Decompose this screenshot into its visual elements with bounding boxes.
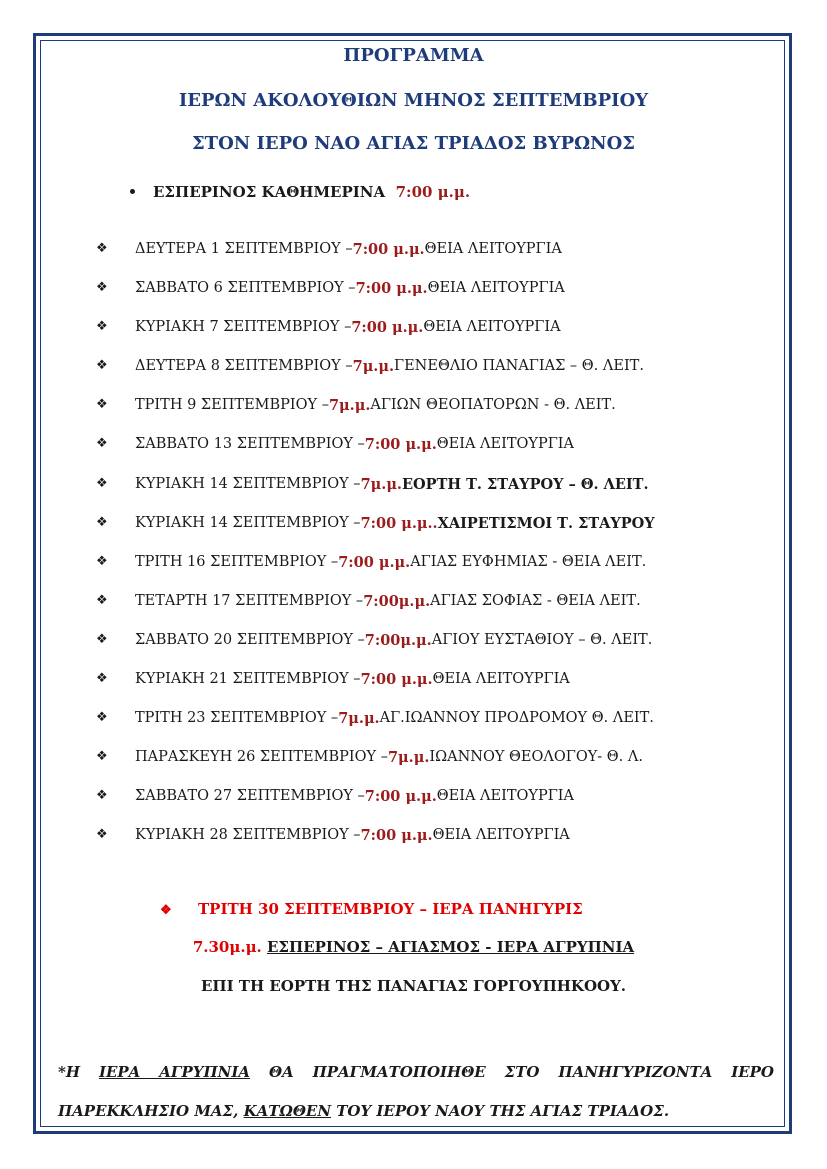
service-name: ΑΓ.ΙΩΑΝΝΟΥ ΠΡΟΔΡΟΜΟΥ Θ. ΛΕΙΤ. bbox=[379, 710, 654, 727]
list-item bbox=[96, 476, 786, 515]
service-time: 7:00 μ.μ. bbox=[351, 319, 424, 337]
list-item bbox=[96, 788, 786, 827]
service-name: ΘΕΙΑ ΛΕΙΤΟΥΡΓΙΑ bbox=[432, 827, 570, 844]
vigil-note bbox=[58, 1053, 774, 1131]
vesper-time: 7:00 μ.μ. bbox=[395, 183, 471, 201]
service-day: ΚΥΡΙΑΚΗ 7 ΣΕΠΤΕΜΒΡΙΟΥ – bbox=[135, 319, 352, 336]
feast-time: 7.30μ.μ. bbox=[192, 938, 262, 956]
list-item bbox=[96, 515, 786, 554]
service-time: 7:00 μ.μ. bbox=[364, 436, 437, 454]
service-day: ΤΕΤΑΡΤΗ 17 ΣΕΠΤΕΜΒΡΙΟΥ – bbox=[135, 592, 364, 609]
list-item bbox=[96, 319, 786, 358]
list-item bbox=[96, 710, 786, 749]
service-time: 7μ.μ. bbox=[387, 749, 430, 767]
service-time: 7:00 μ.μ. bbox=[360, 827, 433, 845]
diamond-bullet-icon: ❖ bbox=[96, 358, 108, 374]
list-item bbox=[96, 827, 786, 866]
vesper-label: ΕΣΠΕΡΙΝΟΣ ΚΑΘΗΜΕΡΙΝΑ bbox=[153, 183, 386, 201]
service-day: ΣΑΒΒΑΤΟ 20 ΣΕΠΤΕΜΒΡΙΟΥ – bbox=[135, 631, 365, 648]
list-item bbox=[96, 671, 786, 710]
list-item bbox=[96, 554, 786, 593]
service-name: ΧΑΙΡΕΤΙΣΜΟΙ Τ. ΣΤΑΥΡΟΥ bbox=[437, 514, 655, 532]
service-name: ΑΓΙΑΣ ΣΟΦΙΑΣ - ΘΕΙΑ ΛΕΙΤ. bbox=[430, 592, 641, 609]
diamond-bullet-icon: ❖ bbox=[96, 827, 108, 843]
note-prefix: *Η bbox=[58, 1063, 99, 1081]
service-day: ΠΑΡΑΣΚΕΥΗ 26 ΣΕΠΤΕΜΒΡΙΟΥ – bbox=[135, 749, 388, 766]
service-day: ΣΑΒΒΑΤΟ 6 ΣΕΠΤΕΜΒΡΙΟΥ – bbox=[135, 280, 356, 297]
diamond-bullet-icon: ❖ bbox=[96, 319, 108, 335]
service-day: ΤΡΙΤΗ 16 ΣΕΠΤΕΜΒΡΙΟΥ – bbox=[135, 553, 339, 570]
service-day: ΚΥΡΙΑΚΗ 21 ΣΕΠΤΕΜΒΡΙΟΥ – bbox=[135, 671, 361, 688]
service-day: ΤΡΙΤΗ 9 ΣΕΠΤΕΜΒΡΙΟΥ – bbox=[135, 397, 329, 414]
bullet-icon bbox=[130, 189, 135, 194]
daily-vesper-item bbox=[130, 183, 470, 201]
diamond-bullet-icon: ❖ bbox=[96, 631, 108, 647]
diamond-bullet-icon: ❖ bbox=[96, 397, 108, 413]
service-time: 7:00 μ.μ.. bbox=[360, 514, 438, 532]
note-below: ΚΑΤΩΘΕΝ bbox=[243, 1102, 332, 1120]
note-vigil: ΙΕΡΑ ΑΓΡΥΠΝΙΑ bbox=[98, 1063, 251, 1081]
service-name: ΘΕΙΑ ΛΕΙΤΟΥΡΓΙΑ bbox=[436, 436, 574, 453]
service-day: ΔΕΥΤΕΡΑ 8 ΣΕΠΤΕΜΒΡΙΟΥ – bbox=[135, 358, 353, 375]
service-name: ΑΓΙΩΝ ΘΕΟΠΑΤΟΡΩΝ - Θ. ΛΕΙΤ. bbox=[370, 397, 616, 414]
service-time: 7:00 μ.μ. bbox=[355, 280, 428, 298]
list-item bbox=[96, 749, 786, 788]
diamond-bullet-icon: ❖ bbox=[96, 710, 108, 726]
service-day: ΤΡΙΤΗ 23 ΣΕΠΤΕΜΒΡΙΟΥ – bbox=[135, 710, 339, 727]
service-name: ΓΕΝΕΘΛΙΟ ΠΑΝΑΓΙΑΣ – Θ. ΛΕΙΤ. bbox=[394, 358, 644, 375]
service-time: 7μ.μ. bbox=[352, 358, 395, 376]
list-item bbox=[96, 397, 786, 436]
service-time: 7:00 μ.μ. bbox=[338, 553, 411, 571]
service-day: ΣΑΒΒΑΤΟ 27 ΣΕΠΤΕΜΒΡΙΟΥ – bbox=[135, 788, 365, 805]
service-day: ΚΥΡΙΑΚΗ 14 ΣΕΠΤΕΜΒΡΙΟΥ – bbox=[135, 475, 361, 492]
list-item bbox=[96, 358, 786, 397]
list-item bbox=[96, 241, 786, 280]
service-time: 7μ.μ. bbox=[360, 475, 402, 493]
service-time: 7:00μ.μ. bbox=[363, 592, 431, 610]
service-day: ΚΥΡΙΑΚΗ 28 ΣΕΠΤΕΜΒΡΙΟΥ – bbox=[135, 827, 361, 844]
service-time: 7:00μ.μ. bbox=[364, 631, 432, 649]
service-name: ΕΟΡΤΗ Τ. ΣΤΑΥΡΟΥ – Θ. ΛΕΙΤ. bbox=[401, 475, 649, 493]
service-time: 7:00 μ.μ. bbox=[364, 788, 437, 806]
feast-title-text: ΤΡΙΤΗ 30 ΣΕΠΤΕΜΒΡΙΟΥ – ΙΕΡΑ ΠΑΝΗΓΥΡΙΣ bbox=[198, 900, 583, 918]
service-time: 7:00 μ.μ. bbox=[352, 241, 425, 258]
service-name: ΘΕΙΑ ΛΕΙΤΟΥΡΓΙΑ bbox=[424, 241, 562, 257]
service-day: ΣΑΒΒΑΤΟ 13 ΣΕΠΤΕΜΒΡΙΟΥ – bbox=[135, 436, 365, 453]
service-name: ΑΓΙΑΣ ΕΥΦΗΜΙΑΣ - ΘΕΙΑ ΛΕΙΤ. bbox=[410, 553, 647, 570]
feast-occasion: ΕΠΙ ΤΗ ΕΟΡΤΗ ΤΗΣ ΠΑΝΑΓΙΑΣ ΓΟΡΓΟΥΠΗΚΟΟΥ. bbox=[200, 977, 627, 995]
service-time: 7:00 μ.μ. bbox=[360, 671, 433, 689]
service-day: ΔΕΥΤΕΡΑ 1 ΣΕΠΤΕΜΒΡΙΟΥ – bbox=[135, 241, 353, 257]
diamond-bullet-icon: ❖ bbox=[160, 903, 172, 918]
service-name: ΘΕΙΑ ΛΕΙΤΟΥΡΓΙΑ bbox=[423, 319, 561, 336]
diamond-bullet-icon: ❖ bbox=[96, 241, 108, 256]
service-name: ΘΕΙΑ ΛΕΙΤΟΥΡΓΙΑ bbox=[436, 788, 574, 805]
diamond-bullet-icon: ❖ bbox=[96, 749, 108, 765]
service-name: ΙΩΑΝΝΟΥ ΘΕΟΛΟΓΟΥ- Θ. Λ. bbox=[429, 749, 643, 766]
page-title: ΠΡΟΓΡΑΜΜΑ bbox=[343, 45, 484, 66]
diamond-bullet-icon: ❖ bbox=[96, 671, 108, 687]
list-item bbox=[96, 593, 786, 632]
list-item bbox=[96, 280, 786, 319]
list-item bbox=[96, 436, 786, 475]
service-time: 7μ.μ. bbox=[328, 397, 371, 415]
diamond-bullet-icon: ❖ bbox=[96, 280, 108, 296]
diamond-bullet-icon: ❖ bbox=[96, 475, 108, 491]
diamond-bullet-icon: ❖ bbox=[96, 592, 108, 608]
diamond-bullet-icon: ❖ bbox=[96, 553, 108, 569]
diamond-bullet-icon: ❖ bbox=[96, 514, 108, 530]
service-day: ΚΥΡΙΑΚΗ 14 ΣΕΠΤΕΜΒΡΙΟΥ – bbox=[135, 514, 361, 531]
feast-title bbox=[160, 900, 583, 918]
diamond-bullet-icon: ❖ bbox=[96, 436, 108, 452]
feast-services bbox=[0, 938, 827, 956]
service-time: 7μ.μ. bbox=[338, 710, 380, 728]
note-suffix: ΤΟΥ ΙΕΡΟΥ ΝΑΟΥ ΤΗΣ ΑΓΙΑΣ ΤΡΙΑΔΟΣ. bbox=[331, 1102, 670, 1120]
page-subtitle: ΙΕΡΩΝ ΑΚΟΛΟΥΘΙΩΝ ΜΗΝΟΣ ΣΕΠΤΕΜΒΡΙΟΥ bbox=[178, 90, 649, 111]
service-schedule-list bbox=[96, 241, 786, 867]
note-middle: ΘΑ ΠΡΑΓΜΑΤΟΠΟΙΗΘΕ ΣΤΟ ΠΑΝΗΓΥΡΙΖΟΝΤΑ ΙΕΡΟ ΠΑΡΕΚΚΛΗΣΙΟ ΜΑΣ, bbox=[58, 1063, 774, 1120]
feast-services-text: ΕΣΠΕΡΙΝΟΣ – ΑΓΙΑΣΜΟΣ - ΙΕΡΑ ΑΓΡΥΠΝΙΑ bbox=[267, 938, 635, 956]
church-name: ΣΤΟΝ ΙΕΡΟ ΝΑΟ ΑΓΙΑΣ ΤΡΙΑΔΟΣ ΒΥΡΩΝΟΣ bbox=[191, 133, 636, 154]
diamond-bullet-icon: ❖ bbox=[96, 788, 108, 804]
service-name: ΘΕΙΑ ΛΕΙΤΟΥΡΓΙΑ bbox=[427, 280, 565, 297]
service-name: ΑΓΙΟΥ ΕΥΣΤΑΘΙΟΥ – Θ. ΛΕΙΤ. bbox=[431, 631, 653, 648]
list-item bbox=[96, 632, 786, 671]
service-name: ΘΕΙΑ ΛΕΙΤΟΥΡΓΙΑ bbox=[432, 671, 570, 688]
